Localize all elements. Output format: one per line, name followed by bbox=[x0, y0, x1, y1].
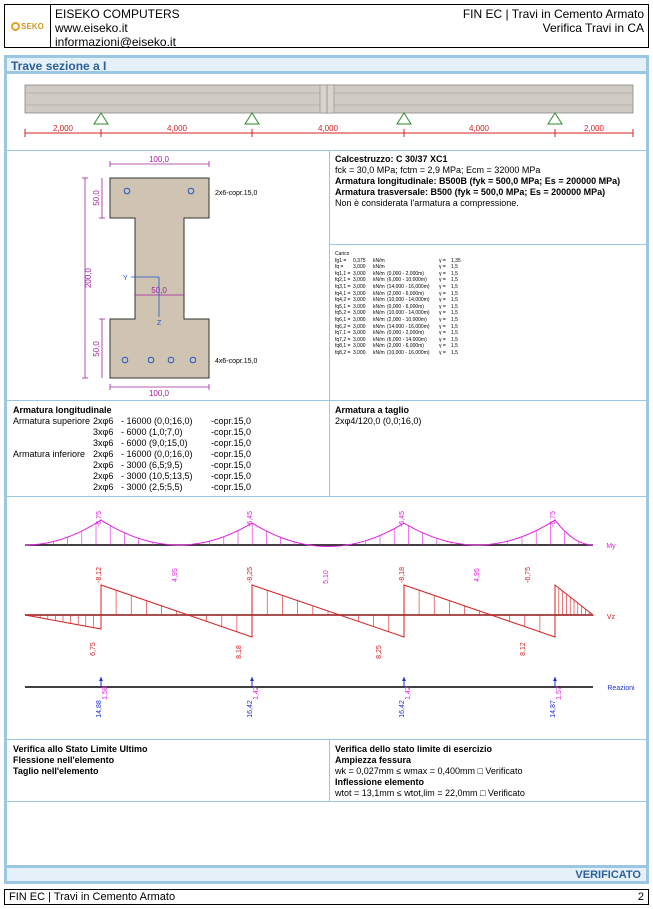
sle-crack-value: wk = 0,027mm ≤ wmax = 0,400mm □ Verificato bbox=[335, 766, 523, 776]
load-cell: γ = bbox=[439, 290, 446, 297]
load-cell: 3,000 bbox=[353, 343, 366, 350]
load-cell: 3,000 bbox=[353, 336, 366, 343]
load-cell: (10,000 - 14,000m) bbox=[387, 297, 430, 304]
load-cell: fq5,1 = bbox=[335, 303, 351, 310]
load-cell: fq2,1 = bbox=[335, 277, 351, 284]
shear-value-label: -8,12 bbox=[96, 567, 103, 583]
load-row bbox=[335, 337, 635, 344]
load-cell: 1,5 bbox=[451, 323, 458, 330]
top-bars-label: 2x6-copr.15,0 bbox=[215, 190, 258, 197]
reinforcement-cell: 2xφ6 bbox=[93, 482, 114, 492]
slu-shear: Taglio nell'elemento bbox=[13, 766, 99, 776]
load-cell: 3,000 bbox=[353, 283, 366, 290]
reinforcement-cell: - 16000 (0,0;16,0) bbox=[121, 449, 193, 459]
load-cell: 1,5 bbox=[451, 330, 458, 337]
slu-block bbox=[13, 744, 148, 777]
sle-deflection-title: Inflessione elemento bbox=[335, 777, 425, 787]
load-cell: kN/m bbox=[373, 316, 385, 323]
dim-bottom-flange: 50,0 bbox=[92, 341, 101, 357]
load-cell: 3,000 bbox=[353, 349, 366, 356]
status-banner: VERIFICATO bbox=[7, 865, 646, 881]
sle-deflection-value: wtot = 13,1mm ≤ wtot,lim = 22,0mm □ Verificato bbox=[335, 788, 525, 798]
load-cell: 3,000 bbox=[353, 330, 366, 337]
reinforcement-cell: 3xφ6 bbox=[93, 438, 114, 448]
reinforcement-row bbox=[13, 482, 323, 493]
internal-forces-diagrams bbox=[7, 497, 646, 738]
load-cell: fq6,1 = bbox=[335, 316, 351, 323]
dim-top-width: 100,0 bbox=[148, 155, 170, 164]
load-cell: (6,000 - 10,000m) bbox=[387, 277, 427, 284]
reinforcement-row bbox=[13, 460, 323, 471]
reinforcement-cell: - 3000 (6,5;9,5) bbox=[121, 460, 183, 470]
load-cell: kN/m bbox=[373, 303, 385, 310]
load-cell: (2,000 - 10,000m) bbox=[387, 316, 427, 323]
dim-bottom-width: 100,0 bbox=[148, 389, 170, 398]
load-cell: 1,5 bbox=[451, 277, 458, 284]
moment-value-label: 4,95 bbox=[474, 568, 481, 582]
company-email: informazioni@eiseko.it bbox=[55, 35, 176, 49]
material-concrete: Calcestruzzo: C 30/37 XC1 bbox=[335, 154, 448, 164]
reinforcement-cell: 2xφ6 bbox=[93, 416, 114, 426]
load-cell: fq4,1 = bbox=[335, 290, 351, 297]
load-cell: 3,000 bbox=[353, 316, 366, 323]
load-row bbox=[335, 324, 635, 331]
divider bbox=[7, 801, 646, 802]
load-row bbox=[335, 350, 635, 357]
reinforcement-row bbox=[13, 416, 323, 427]
load-cell: fq3,1 = bbox=[335, 283, 351, 290]
moment-label: My bbox=[606, 543, 616, 550]
reaction-secondary-label: 1,58 bbox=[102, 686, 109, 700]
axis-y-label: Y bbox=[123, 275, 128, 282]
reinforcement-cell: - 6000 (1,0;7,0) bbox=[121, 427, 183, 437]
load-cell: (0,000 - 2,000m) bbox=[387, 270, 424, 277]
load-cell: γ = bbox=[439, 264, 446, 271]
reinforcement-cell: -copr.15,0 bbox=[211, 460, 252, 470]
load-cell: γ = bbox=[439, 330, 446, 337]
load-cell: γ = bbox=[439, 283, 446, 290]
load-cell: kN/m bbox=[373, 310, 385, 317]
shear-label: Vz bbox=[606, 614, 616, 621]
product-name: FIN EC | Travi in Cemento Armato bbox=[462, 7, 644, 21]
load-cell: 3,000 bbox=[353, 303, 366, 310]
dim-top-flange: 50,0 bbox=[92, 190, 101, 206]
reinforcement-cell: 2xφ6 bbox=[93, 460, 114, 470]
load-cell: 3,000 bbox=[353, 290, 366, 297]
load-cell: 1,5 bbox=[451, 290, 458, 297]
shear-value-label: 6,75 bbox=[90, 642, 97, 656]
load-cell: fq4,2 = bbox=[335, 297, 351, 304]
reaction-arrow-icon bbox=[402, 677, 406, 681]
page-header bbox=[4, 4, 649, 48]
load-cell: kN/m bbox=[373, 264, 385, 271]
footer-product: FIN EC | Travi in Cemento Armato bbox=[9, 891, 176, 903]
section-title: Trave sezione a I bbox=[7, 58, 646, 74]
divider bbox=[329, 150, 330, 401]
load-cell: kN/m bbox=[373, 343, 385, 350]
reinforcement-cell: -copr.15,0 bbox=[211, 449, 252, 459]
logo-mark-icon bbox=[11, 22, 20, 31]
load-cell: (14,000 - 16,000m) bbox=[387, 323, 430, 330]
reinforcement-row bbox=[13, 449, 323, 460]
span-label: 4,000 bbox=[317, 124, 339, 133]
load-cell: γ = bbox=[439, 297, 446, 304]
load-cell: (0,000 - 6,000m) bbox=[387, 303, 424, 310]
load-cell: kN/m bbox=[373, 277, 385, 284]
reaction-arrow-icon bbox=[553, 677, 557, 681]
load-cell: kN/m bbox=[373, 330, 385, 337]
load-row bbox=[335, 271, 635, 278]
load-cell: 1,5 bbox=[451, 283, 458, 290]
load-cell: 1,5 bbox=[451, 297, 458, 304]
load-cell: kN/m bbox=[373, 270, 385, 277]
load-cell: 1,5 bbox=[451, 264, 458, 271]
load-cell: 1,5 bbox=[451, 303, 458, 310]
load-row bbox=[335, 284, 635, 291]
load-cell: fq8,1 = bbox=[335, 343, 351, 350]
load-row bbox=[335, 310, 635, 317]
load-row bbox=[335, 297, 635, 304]
load-cell: γ = bbox=[439, 270, 446, 277]
load-cell: 3,000 bbox=[353, 277, 366, 284]
reinforcement-group-label bbox=[13, 471, 93, 482]
moment-value-label: -6,45 bbox=[399, 511, 406, 527]
axis-z-label: Z bbox=[157, 320, 162, 327]
load-cell: 1,5 bbox=[451, 310, 458, 317]
load-row bbox=[335, 264, 635, 271]
load-cell: 3,000 bbox=[353, 310, 366, 317]
load-cell: kN/m bbox=[373, 336, 385, 343]
reinforcement-cell: -copr.15,0 bbox=[211, 471, 252, 481]
loads-table bbox=[335, 251, 635, 357]
slu-bending: Flessione nell'elemento bbox=[13, 755, 115, 765]
load-cell: fq = bbox=[335, 264, 344, 271]
reinforcement-group-label bbox=[13, 427, 93, 438]
reinforcement-cell: 3xφ6 bbox=[93, 427, 114, 437]
divider bbox=[7, 739, 646, 740]
reinforcement-cell: -copr.15,0 bbox=[211, 438, 252, 448]
reinforcement-cell: - 3000 (2,5;5,5) bbox=[121, 482, 183, 492]
support-icon bbox=[397, 113, 411, 124]
load-cell: 1,5 bbox=[451, 270, 458, 277]
page-number: 2 bbox=[637, 891, 644, 903]
reinforcement-group-label bbox=[13, 482, 93, 493]
reinforcement-cell: -copr.15,0 bbox=[211, 427, 252, 437]
company-logo bbox=[5, 5, 51, 47]
load-cell: γ = bbox=[439, 343, 446, 350]
materials-block bbox=[335, 154, 640, 209]
load-cell: 1,5 bbox=[451, 349, 458, 356]
reaction-secondary-label: 1,42 bbox=[253, 686, 260, 700]
reaction-arrow-icon bbox=[250, 677, 254, 681]
moment-value-label: 5,10 bbox=[323, 570, 330, 584]
divider bbox=[7, 400, 646, 401]
logo-text: SEKO bbox=[21, 21, 44, 31]
moment-value-label: -6,75 bbox=[550, 511, 557, 527]
report-frame bbox=[4, 55, 649, 884]
moment-value-label: 4,95 bbox=[172, 568, 179, 582]
reaction-value-label: 16,42 bbox=[399, 700, 406, 718]
load-cell: 1,5 bbox=[451, 336, 458, 343]
load-row bbox=[335, 317, 635, 324]
divider bbox=[329, 739, 330, 801]
beam-elevation bbox=[7, 77, 646, 149]
reinforcement-cell: - 3000 (10,5;13,5) bbox=[121, 471, 193, 481]
reinforcement-row bbox=[13, 427, 323, 438]
load-cell: γ = bbox=[439, 257, 446, 264]
shear-value-label: 8,12 bbox=[520, 642, 527, 656]
dim-web-width: 50,0 bbox=[151, 286, 167, 295]
slu-title: Verifica allo Stato Limite Ultimo bbox=[13, 744, 148, 754]
load-cell: fq5,2 = bbox=[335, 310, 351, 317]
document-subtitle: Verifica Travi in CA bbox=[542, 21, 644, 35]
divider bbox=[329, 244, 646, 245]
shear-value-label: 8,25 bbox=[376, 645, 383, 659]
material-concrete-props: fck = 30,0 MPa; fctm = 2,9 MPa; Ecm = 32000 MPa bbox=[335, 165, 541, 175]
load-cell: (0,000 - 2,000m) bbox=[387, 330, 424, 337]
company-name: EISEKO COMPUTERS bbox=[55, 7, 180, 21]
load-cell: (10,000 - 14,000m) bbox=[387, 310, 430, 317]
span-label: 2,000 bbox=[583, 124, 605, 133]
material-trans-steel: Armatura trasversale: B500 (fyk = 500,0 MPa; Es = 200000 MPa) bbox=[335, 187, 606, 197]
reinforcement-group-label: Armatura superiore bbox=[13, 416, 91, 426]
load-cell: 1,5 bbox=[451, 316, 458, 323]
load-row bbox=[335, 277, 635, 284]
long-reinforcement-title: Armatura longitudinale bbox=[13, 405, 112, 415]
sle-title: Verifica dello stato limite di esercizio bbox=[335, 744, 493, 754]
load-cell: kN/m bbox=[373, 283, 385, 290]
long-reinforcement-block bbox=[13, 405, 323, 493]
reinforcement-cell: -copr.15,0 bbox=[211, 482, 252, 492]
reinforcement-group-label bbox=[13, 460, 93, 471]
load-row bbox=[335, 258, 635, 265]
sle-crack-title: Ampiezza fessura bbox=[335, 755, 412, 765]
reinforcement-cell: - 16000 (0,0;16,0) bbox=[121, 416, 193, 426]
shear-value-label: -8,18 bbox=[399, 567, 406, 583]
load-cell: 1,5 bbox=[451, 343, 458, 350]
load-cell: γ = bbox=[439, 323, 446, 330]
load-cell bbox=[387, 264, 439, 271]
shear-reinforcement-title: Armatura a taglio bbox=[335, 405, 410, 415]
reinforcement-group-label: Armatura inferiore bbox=[13, 449, 86, 459]
load-cell: γ = bbox=[439, 316, 446, 323]
load-cell: (10,000 - 16,000m) bbox=[387, 349, 430, 356]
reaction-value-label: 16,42 bbox=[247, 700, 254, 718]
page-footer bbox=[4, 889, 649, 905]
reaction-arrow-icon bbox=[99, 677, 103, 681]
load-cell: fg1 = bbox=[335, 257, 347, 264]
shear-reinforcement-block bbox=[335, 405, 421, 427]
load-cell: 3,000 bbox=[353, 323, 366, 330]
load-cell: γ = bbox=[439, 336, 446, 343]
reinforcement-cell: 2xφ6 bbox=[93, 449, 114, 459]
load-cell: fq7,1 = bbox=[335, 330, 351, 337]
span-label: 4,000 bbox=[468, 124, 490, 133]
material-long-steel: Armatura longitudinale: B500B (fyk = 500,0 MPa; Es = 200000 MPa) bbox=[335, 176, 621, 186]
support-icon bbox=[548, 113, 562, 124]
shear-value-label: -8,25 bbox=[247, 567, 254, 583]
reaction-secondary-label: 1,42 bbox=[405, 686, 412, 700]
moment-value-label: -6,45 bbox=[247, 511, 254, 527]
load-cell: kN/m bbox=[373, 290, 385, 297]
reaction-value-label: 14,88 bbox=[96, 700, 103, 718]
reinforcement-row bbox=[13, 438, 323, 449]
load-cell bbox=[387, 258, 439, 265]
load-cell: 0,375 bbox=[353, 257, 366, 264]
span-label: 4,000 bbox=[166, 124, 188, 133]
load-row bbox=[335, 330, 635, 337]
sle-block bbox=[335, 744, 525, 799]
bottom-bars-label: 4x6-copr.15,0 bbox=[215, 358, 258, 365]
reaction-value-label: 14,87 bbox=[550, 700, 557, 718]
load-cell: 3,000 bbox=[353, 264, 366, 271]
load-cell: γ = bbox=[439, 277, 446, 284]
reinforcement-row bbox=[13, 471, 323, 482]
load-cell: fq1,1 = bbox=[335, 270, 351, 277]
load-cell: (14,000 - 16,000m) bbox=[387, 283, 430, 290]
reinforcement-cell: - 6000 (9,0;15,0) bbox=[121, 438, 188, 448]
load-row bbox=[335, 343, 635, 350]
support-icon bbox=[245, 113, 259, 124]
reinforcement-group-label bbox=[13, 438, 93, 449]
shear-value-label: -6,75 bbox=[525, 567, 532, 583]
shear-value-label: 8,18 bbox=[236, 645, 243, 659]
load-cell: fq6,2 = bbox=[335, 323, 351, 330]
shear-reinforcement-value: 2xφ4/120,0 (0,0;16,0) bbox=[335, 416, 422, 426]
reactions-label: Reazioni bbox=[607, 685, 635, 692]
load-cell: γ = bbox=[439, 310, 446, 317]
load-cell: γ = bbox=[439, 349, 446, 356]
load-cell: 1,35 bbox=[451, 257, 461, 264]
load-cell: kN/m bbox=[373, 349, 385, 356]
cross-section bbox=[7, 151, 329, 399]
reinforcement-cell: 2xφ6 bbox=[93, 471, 114, 481]
load-cell: kN/m bbox=[373, 297, 385, 304]
load-cell: fq8,2 = bbox=[335, 349, 351, 356]
load-cell: fq7,2 = bbox=[335, 336, 351, 343]
load-cell: γ = bbox=[439, 303, 446, 310]
divider bbox=[329, 400, 330, 496]
company-website: www.eiseko.it bbox=[55, 21, 128, 35]
loads-title: Carico bbox=[335, 251, 350, 257]
reaction-secondary-label: 1,57 bbox=[556, 686, 563, 700]
load-cell: kN/m bbox=[373, 257, 385, 264]
load-cell: (2,000 - 6,000m) bbox=[387, 343, 424, 350]
load-row bbox=[335, 291, 635, 298]
load-cell: kN/m bbox=[373, 323, 385, 330]
load-row bbox=[335, 304, 635, 311]
load-cell: 3,000 bbox=[353, 270, 366, 277]
reinforcement-cell: -copr.15,0 bbox=[211, 416, 252, 426]
span-label: 2,000 bbox=[52, 124, 74, 133]
load-cell: (6,000 - 14,000m) bbox=[387, 336, 427, 343]
moment-value-label: -6,75 bbox=[96, 511, 103, 527]
load-cell: 3,000 bbox=[353, 297, 366, 304]
support-icon bbox=[94, 113, 108, 124]
load-cell: (2,000 - 6,000m) bbox=[387, 290, 424, 297]
dim-height: 200,0 bbox=[84, 267, 93, 289]
material-note: Non è considerata l'armatura a compressione. bbox=[335, 198, 519, 208]
